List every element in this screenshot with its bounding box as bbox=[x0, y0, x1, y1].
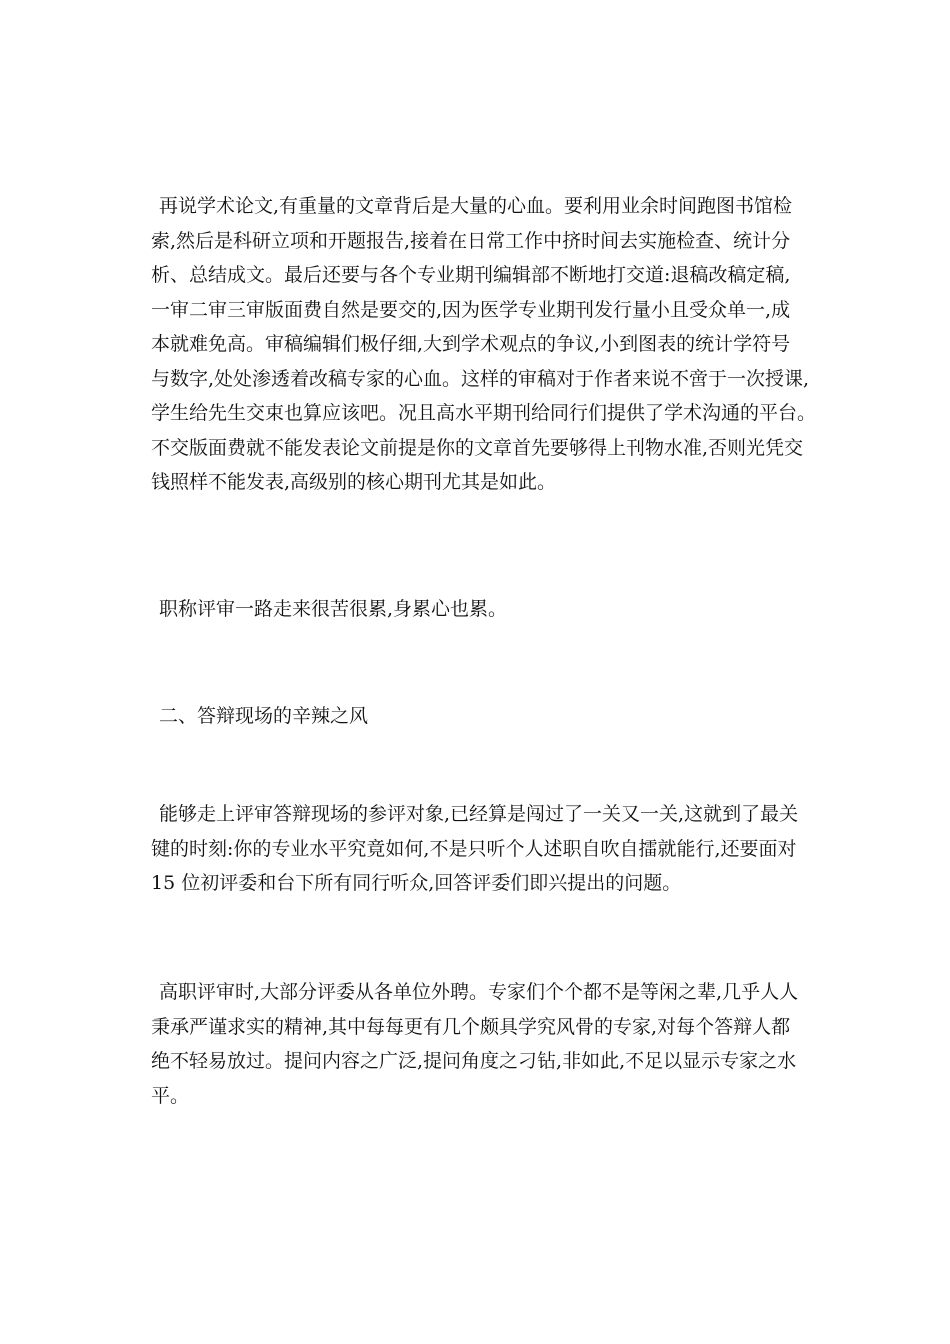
text-line: 职称评审一路走来很苦很累,身累心也累。 bbox=[159, 598, 508, 620]
text-line: 高职评审时,大部分评委从各单位外聘。专家们个个都不是等闲之辈,几乎人人 bbox=[159, 981, 799, 1003]
text-line: 键的时刻:你的专业水平究竟如何,不是只听个人述职自吹自擂就能行,还要面对 bbox=[151, 837, 797, 860]
paragraph-expert-judges bbox=[143, 975, 815, 1113]
text-line: 绝不轻易放过。提问内容之广泛,提问角度之刁钻,非如此,不足以显示专家之水 bbox=[151, 1050, 797, 1072]
text-line: 索,然后是科研立项和开题报告,接着在日常工作中挤时间去实施检查、统计分 bbox=[151, 229, 791, 252]
text-line: 再说学术论文,有重量的文章背后是大量的心血。要利用业余时间跑图书馆检 bbox=[159, 195, 793, 217]
text-line: 学生给先生交束也算应该吧。况且高水平期刊给同行们提供了学术沟通的平台。 bbox=[151, 402, 817, 424]
paragraph-title-review-summary bbox=[143, 592, 815, 627]
text-line: 一审二审三审版面费自然是要交的,因为医学专业期刊发行量小且受众单一,成 bbox=[151, 298, 791, 321]
text-line: 能够走上评审答辩现场的参评对象,已经算是闯过了一关又一关,这就到了最关 bbox=[159, 803, 799, 825]
text-line: 本就难免高。审稿编辑们极仔细,大到学术观点的争议,小到图表的统计学符号 bbox=[151, 333, 791, 355]
text-line: 秉承严谨求实的精神,其中每每更有几个颇具学究风骨的专家,对每个答辩人都 bbox=[151, 1015, 791, 1038]
text-line: 不交版面费就不能发表论文前提是你的文章首先要够得上刊物水准,否则光凭交 bbox=[151, 436, 804, 459]
text-line: 平。 bbox=[151, 1084, 190, 1107]
text-line: 析、总结成文。最后还要与各个专业期刊编辑部不断地打交道:退稿改稿定稿, bbox=[151, 264, 791, 286]
paragraph-defense-scene bbox=[143, 797, 815, 901]
section-heading bbox=[143, 699, 815, 734]
text-line: 钱照样不能发表,高级别的核心期刊尤其是如此。 bbox=[151, 471, 557, 493]
text-line: 与数字,处处渗透着改稿专家的心血。这样的审稿对于作者来说不啻于一次授课, bbox=[151, 367, 810, 390]
paragraph-academic-papers bbox=[143, 189, 815, 500]
text-line: 15 位初评委和台下所有同行听众,回答评委们即兴提出的问题。 bbox=[151, 872, 682, 894]
section-heading-text: 二、答辩现场的辛辣之风 bbox=[159, 705, 369, 727]
